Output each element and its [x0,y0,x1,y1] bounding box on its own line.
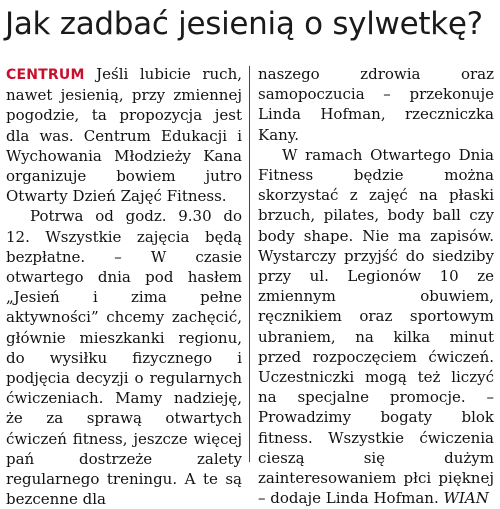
article-paragraph-2: Potrwa od godz. 9.30 do 12. Wszystkie zajęcia będą bezpłatne. – W czasie otwartego dnia pod hasłem „Jesień i zima pełne aktywności” chcemy zachęcić, głównie mieszkanki regionu, do wysiłku fizycznego i podjęcia decyzji o regularnych ćwiczeniach. Mamy nadzieję, że za sprawą otwartych ćwiczeń fitness, jeszcze więcej pań dostrzeże zalety regularnego treningu. A te są bezcenne dla [6,207,242,509]
article-column-left [6,64,242,509]
article-paragraph-3 [258,145,494,509]
article-paragraph-3-text: W ramach Otwartego Dnia Fitness będzie można skorzystać z zajęć na płaski brzuch, pilates, body ball czy body shape. Nie ma zapisów. Wystarczy przyjść do siedziby przy ul. Legionów 10 ze zmiennym obuwiem, ręcznikiem oraz sportowym ubraniem, na kilka minut przed rozpoczęciem ćwiczeń. Uczestniczki mogą też liczyć na specjalne promocje. – Prowadzimy bogaty blok fitness. Wszystkie ćwiczenia cieszą się dużym zainteresowaniem płci pięknej – dodaje Linda Hofman. [258,145,494,508]
article-paragraph-1 [6,64,242,206]
column-divider [249,66,250,462]
article-column-right [258,64,494,508]
article-byline: WIAN [443,489,489,508]
article-paragraph-2-continued: naszego zdrowia oraz samopoczucia – przekonuje Linda Hofman, rzeczniczka Kany. [258,65,494,144]
article-paragraph-1-text: Jeśli lubicie ruch, nawet jesienią, przy zmiennej pogodzie, ta propozycja jest dla was. Centrum Edukacji i Wychowania Młodzieży Kana organizuje bowiem jutro Otwarty Dzień Zajęć Fitness. [6,65,242,206]
article-headline: Jak zadbać jesienią o sylwetkę? [5,6,483,42]
article-kicker: CENTRUM [6,67,85,83]
